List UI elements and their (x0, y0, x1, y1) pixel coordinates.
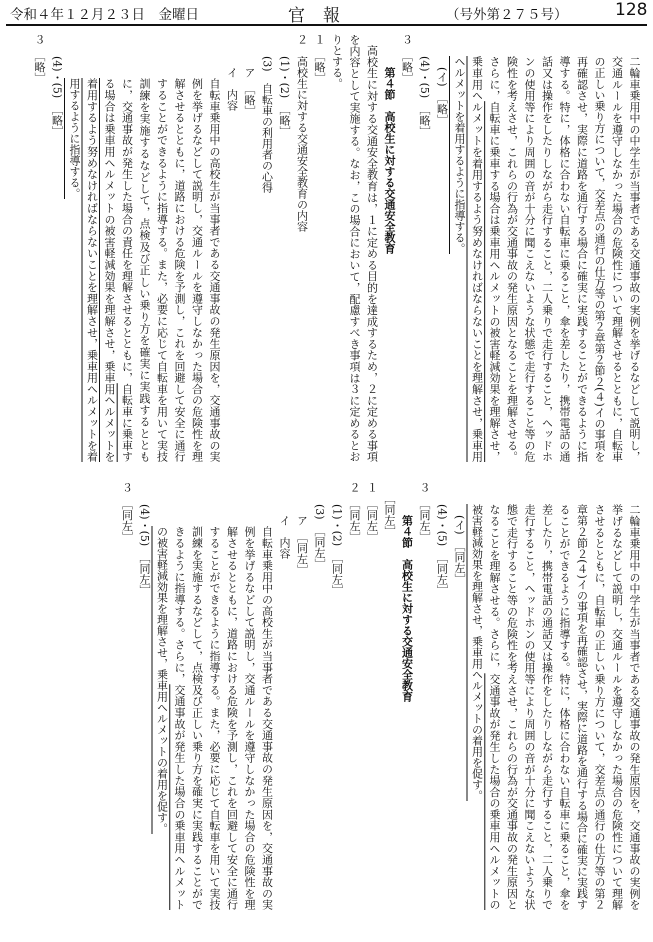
paragraph: イ 内容 (225, 67, 239, 111)
upper-text-a12: 自転車乗用中の高校生が当事者である交通事故の発生原因を，交通事故の実例を挙げるなどして説明し，交通ルールを遵守しなかった場合の危険性を理解させるとともに，道路における危険を予測し，これを回避して安全に通行することができるように指導する。また，必要に応じて自転車を用いて実技訓練を実施するなどして，点検及び正しい乗り方を確実に実践するとともに，交通事故が発生した場合の責任を理解させるとともに， (120, 78, 221, 462)
section-heading: 第４節 高校生に対する交通安全教育 (400, 515, 414, 702)
paragraph: ２ ［同左］ (348, 482, 361, 543)
paragraph: (イ) ［同左］ (453, 515, 466, 585)
header-page-number: 128 (615, 0, 648, 20)
paragraph: (4)・(5) ［略］ (418, 56, 431, 137)
paragraph (66, 34, 224, 462)
paragraph: (4)・(5) ［同左］ (435, 504, 449, 596)
upper-amended-underline-2: 自転車に乗車する場合は乗車用ヘルメットの被害軽減効果を理解させ，乗車用ヘルメットを着用するよう努めなければならないことを理解させ，乗車用ヘルメットを着用するように指導する。 (68, 78, 134, 462)
paragraph: ３ ［同左］ (418, 482, 431, 543)
paragraph: １ ［同左］ (365, 482, 379, 543)
paragraph: ３ ［同左］ (120, 482, 134, 543)
paragraph: (1)・(2) ［同左］ (330, 504, 344, 596)
lower-text-b12: 自転車乗用中の高校生が当事者である交通事故の発生原因を，交通事故の実例を挙げるなどして説明し，交通ルールを遵守しなかった場合の危険性を理解させるとともに，道路における危険を予測し，これを回避して安全に通行することができるように指導する。また，必要に応じて自転車を用いて実技訓練を実施するなどして，点検及び正しい乗り方を確実に実践することができるように指導する。さらに， (173, 526, 274, 910)
paragraph: ３ ［略］ (400, 34, 414, 84)
upper-vertical-text (10, 34, 643, 462)
paragraph: ２ 高校生に対する交通安全教育の内容 (295, 34, 309, 232)
paragraph: 高校生に対する交通安全教育は，１に定める目的を達成するため，２に定める事項を内容として実施する。なお，この場合において，配慮すべき事項は３に定めるとおりとする。 (330, 34, 379, 462)
lower-underline-1: 交通事故が発生した場合の乗車用ヘルメットの被害軽減効果を理解させ，乗車用ヘルメットの着用を促す。 (470, 504, 501, 910)
paragraph: (1)・(2) ［略］ (278, 56, 291, 137)
paragraph: (3) 自転車の利用者の心得 (260, 56, 274, 193)
paragraph (153, 482, 276, 910)
paragraph: (4)・(5) ［同左］ (138, 504, 151, 596)
paragraph: ア ［略］ (243, 67, 256, 117)
page-header (0, 0, 653, 26)
lower-vertical-text (10, 482, 643, 910)
upper-text-a-pre: 二輪車乗用中の中学生が当事者である交通事故の実例を挙げるなどして説明し，交通ルールを遵守しなかった場合の危険性について理解させるとともに， (610, 56, 641, 462)
upper-text-a1: 自転車の正しい乗り方について，交差点の通行の仕方等の第２章第２節２(４)イの事項を再確認させ，実際に道路を通行する場合に確実に実践することができるように指導する。特に，体格に合わない自転車に乗ること，傘を差したり，携帯電話の通話又は操作をしたりしながら走行すること，二人乗りで走行すること，ヘッドホンの使用等により周囲の音が十分に聞こえないような状態で走行すること等の危険性を考えさせ，これらの行為が交通事故の発生原因となることを理解させる。さらに， (488, 56, 624, 462)
paragraph: (4)・(5) ［略］ (50, 56, 64, 137)
paragraph: １ ［略］ (313, 34, 326, 84)
paragraph: (イ) ［略］ (435, 67, 449, 126)
paragraph (468, 482, 643, 910)
header-date: 令和４年１２月２３日 金曜日 (10, 7, 199, 23)
paragraph (451, 34, 644, 462)
upper-amended-underline-1: 自転車に乗車する場合は乗車用ヘルメットの被害軽減効果を理解させ，乗車用ヘルメットを着用するよう努めなければならないことを理解させ，乗車用ヘルメットを着用するように指導する。 (453, 56, 501, 462)
lower-underline-2: 交通事故が発生した場合の乗車用ヘルメットの被害軽減効果を理解させ，乗車用ヘルメットの着用を促す。 (155, 526, 186, 910)
header-issue-number: （号外第２７５号） (446, 7, 568, 23)
paragraph: ［同左］ (383, 493, 396, 537)
paragraph: (3) ［同左］ (313, 504, 326, 570)
paragraph: ア ［同左］ (295, 515, 309, 576)
header-rule (6, 24, 647, 26)
paragraph: イ 内容 (278, 515, 291, 559)
paragraph: ３ ［略］ (33, 34, 46, 84)
lower-panel-current-text (10, 482, 643, 910)
section-heading: 第４節 高校生に対する交通安全教育 (383, 67, 396, 254)
upper-panel-amended-text (10, 34, 643, 462)
header-kanpo-title: 官報 (288, 6, 358, 26)
lower-text-b1: 二輪車乗用中の中学生が当事者である交通事故の発生原因を，交通事故の実例を挙げるなどして説明し，交通ルールを遵守しなかった場合の危険性について理解させるとともに，自転車の正しい乗り方について，交差点の通行の仕方等の第２章第２節２(４)イの事項を再確認させ，実際に道路を通行する場合に確実に実践することができるように指導する。特に，体格に合わない自転車に乗ること，傘を差したり，携帯電話の通話又は操作をしたりしながら走行すること，二人乗りで走行すること，ヘッドホンの使用等により周囲の音が十分に聞こえないような状態で走行すること等の危険性を考えさせ，これらの行為が交通事故の発生原因となることを理解させる。さらに， (488, 504, 641, 910)
